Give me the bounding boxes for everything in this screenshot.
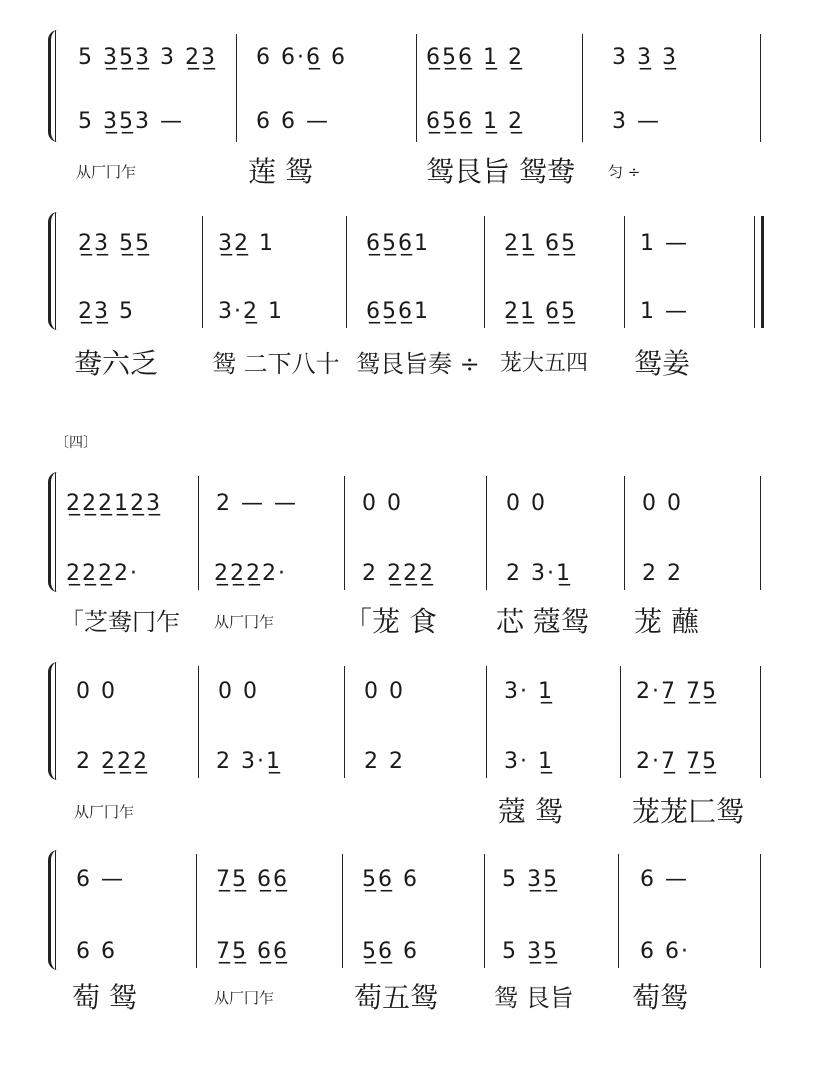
- measure: 0 0: [76, 679, 117, 704]
- measure: 0 0: [506, 491, 547, 516]
- lyric: 芯 蔻鸳: [496, 605, 589, 638]
- lyric: 从厂冂乍: [76, 163, 137, 181]
- measure: 3· 1̲: [504, 749, 554, 774]
- lyric: 萄 鸳: [72, 981, 137, 1014]
- lower-staff: [0, 552, 817, 596]
- measure: 6 6: [76, 939, 117, 964]
- measure: 0 0: [218, 679, 259, 704]
- measure: 3̲2̲ 1: [218, 231, 275, 256]
- measure: 6 6·: [640, 939, 690, 964]
- measure: 2̲2̲2̲2·: [66, 561, 139, 586]
- measure: 0 0: [364, 679, 405, 704]
- lyric: 「茏 食: [344, 605, 437, 638]
- lyric: 鸯六乏: [74, 347, 159, 380]
- lyric: 「芝鸯冂乍: [60, 608, 180, 636]
- measure: 5 3̲5̲: [502, 939, 559, 964]
- upper-staff: [0, 670, 817, 714]
- lower-staff: [0, 740, 817, 784]
- lyric-row: [0, 978, 817, 1018]
- lyric: 鸳艮旨 鸳鸯: [426, 155, 575, 188]
- measure: 6̲5̲6̲ 1̲ 2̲: [426, 45, 524, 70]
- lower-staff: [0, 290, 817, 334]
- measure: 3 3̲ 3̲: [612, 45, 678, 70]
- measure: 6 —: [640, 867, 689, 892]
- measure: 3· 1̲: [504, 679, 554, 704]
- measure: 6 6 —: [256, 109, 330, 134]
- lyric: 鸳 艮旨: [494, 984, 574, 1012]
- lyric: 茏大五四: [500, 351, 589, 376]
- upper-staff: [0, 36, 817, 80]
- measure: 5̲6̲ 6: [362, 939, 419, 964]
- section-mark: 〔四〕: [55, 435, 97, 451]
- measure: 2̲2̲2̲1̲2̲3̲: [66, 491, 162, 516]
- measure: 6 —: [76, 867, 125, 892]
- measure: 2̲3̲ 5: [78, 299, 135, 324]
- lyric-row: [0, 152, 817, 192]
- lyric: 从厂冂乍: [74, 803, 135, 821]
- lyric: 蔻 鸳: [498, 795, 563, 828]
- lyric-row: [0, 792, 817, 832]
- measure: 0 0: [362, 491, 403, 516]
- lyric: 从厂冂乍: [214, 613, 275, 631]
- upper-staff: [0, 222, 817, 266]
- measure: 2 2: [364, 749, 405, 774]
- measure: 2·7̲ 7̲5̲: [636, 679, 718, 704]
- lower-staff: [0, 100, 817, 144]
- lyric: 萄鸳: [632, 981, 689, 1014]
- lyric: 茏 蘸: [634, 605, 699, 638]
- measure: 2 — —: [216, 491, 298, 516]
- upper-staff: [0, 482, 817, 526]
- lyric: 匀 ÷: [608, 163, 641, 181]
- measure: 2 2̲2̲2̲: [76, 749, 149, 774]
- measure: 7̲5̲ 6̲6̲: [216, 867, 289, 892]
- measure: 2̲1̲ 6̲5̲: [504, 231, 577, 256]
- measure: 6̲5̲6̲1: [366, 231, 430, 256]
- lyric: 莲 鸳: [248, 155, 313, 188]
- measure: 3 —: [612, 109, 661, 134]
- measure: 2̲2̲2̲2·: [214, 561, 287, 586]
- lyric: 鸳艮旨奏 ÷: [356, 350, 480, 378]
- measure: 2̲1̲ 6̲5̲: [504, 299, 577, 324]
- lyric-row: [0, 344, 817, 384]
- measure: 5 3̲5̲3 —: [78, 109, 184, 134]
- measure: 2·7̲ 7̲5̲: [636, 749, 718, 774]
- lyric: 鸳 二下八十: [212, 350, 340, 378]
- measure: 2 3·1̲: [216, 749, 282, 774]
- measure: 2 2: [642, 561, 683, 586]
- lyric: 茏茏匚鸳: [632, 795, 745, 828]
- measure: 5 3̲5̲3̲ 3 2̲3̲: [78, 45, 217, 70]
- lyric: 萄五鸳: [354, 981, 439, 1014]
- lower-staff: [0, 930, 817, 974]
- measure: 1 —: [640, 299, 689, 324]
- measure: 2̲3̲ 5̲5̲: [78, 231, 151, 256]
- measure: 5̲6̲ 6: [362, 867, 419, 892]
- lyric: 从厂冂乍: [214, 989, 275, 1007]
- measure: 2 2̲2̲2̲: [362, 561, 435, 586]
- measure: 0 0: [642, 491, 683, 516]
- measure: 5 3̲5̲: [502, 867, 559, 892]
- lyric-row: [0, 602, 817, 642]
- lyric: 鸳姜: [634, 347, 691, 380]
- measure: 6̲5̲6̲1: [366, 299, 430, 324]
- upper-staff: [0, 858, 817, 902]
- measure: 6̲5̲6̲ 1̲ 2̲: [426, 109, 524, 134]
- measure: 1 —: [640, 231, 689, 256]
- measure: 6 6·6̲ 6: [256, 45, 347, 70]
- measure: 3·2̲ 1: [218, 299, 284, 324]
- measure: 7̲5̲ 6̲6̲: [216, 939, 289, 964]
- measure: 2 3·1̲: [506, 561, 572, 586]
